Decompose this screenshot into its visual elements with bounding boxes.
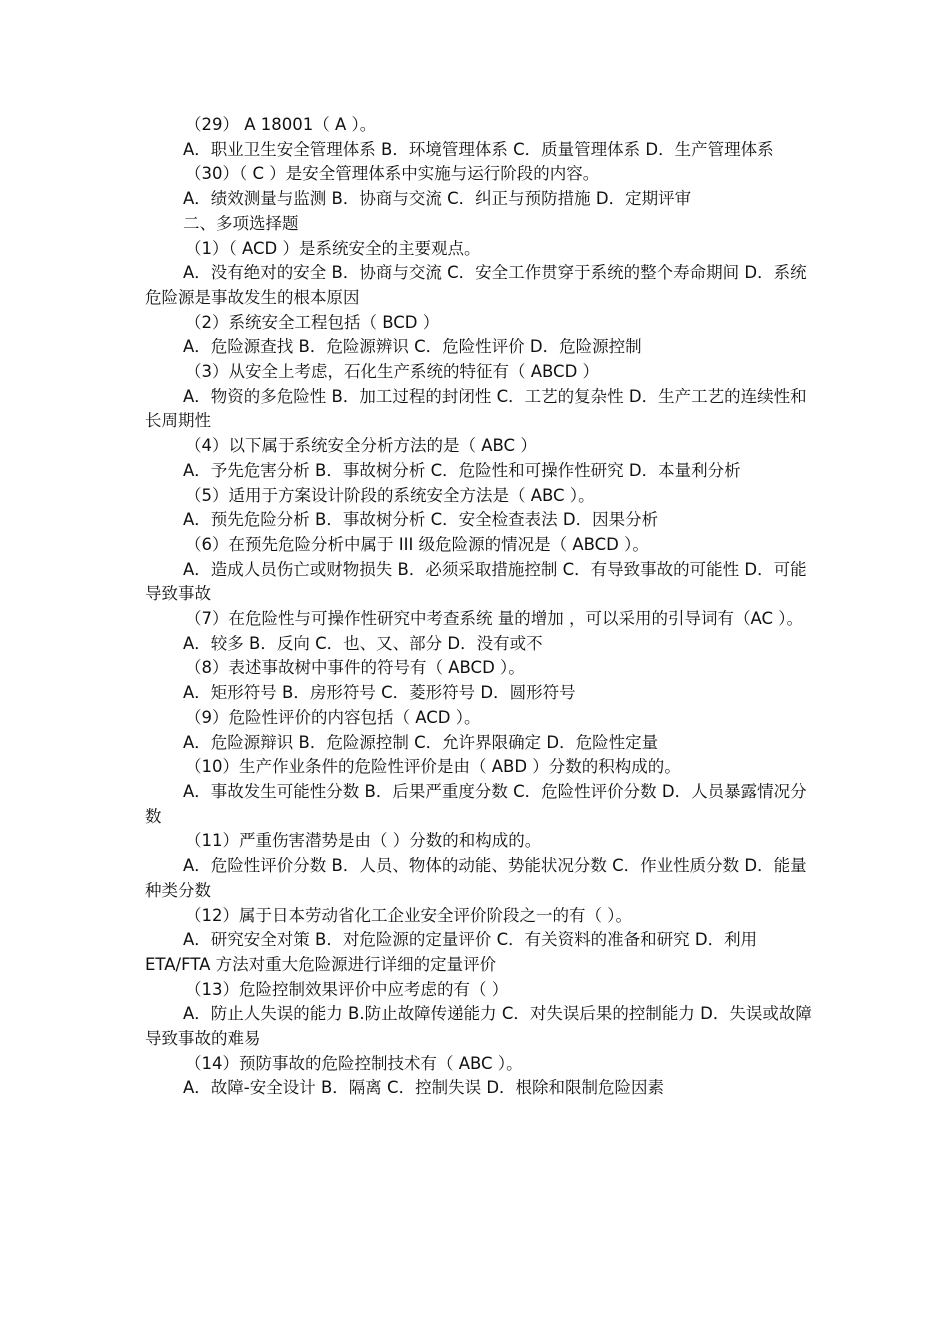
mc-question-2-options: A．危险源查找 B．危险源辨识 C．危险性评价 D．危险源控制 [183, 337, 642, 357]
mc-question-5-options: A．预先危险分析 B．事故树分析 C．安全检查表法 D．因果分析 [183, 510, 659, 530]
question-30-options: A．绩效测量与监测 B．协商与交流 C．纠正与预防措施 D．定期评审 [183, 189, 692, 209]
question-list [145, 113, 815, 1101]
mc-question-8-options: A．矩形符号 B．房形符号 C．菱形符号 D．圆形符号 [183, 683, 576, 703]
mc-question-11-options: A．危险性评价分数 B．人员、物体的动能、势能状况分数 C．作业性质分数 D．能量种类分数 [145, 856, 807, 900]
mc-question-12: （12）属于日本劳动省化工企业安全评价阶段之一的有（ ）。 [185, 905, 632, 925]
mc-question-14: （14）预防事故的危险控制技术有（ ABC ）。 [185, 1053, 523, 1073]
mc-question-7-options: A．较多 B．反向 C．也、又、部分 D．没有或不 [183, 633, 543, 653]
mc-question-6: （6）在预先危险分析中属于 III 级危险源的情况是（ ABCD ）。 [185, 534, 649, 554]
mc-question-3-options: A．物资的多危险性 B．加工过程的封闭性 C．工艺的复杂性 D．生产工艺的连续性和长周期性 [145, 386, 807, 431]
mc-question-1-options: A．没有绝对的安全 B．协商与交流 C．安全工作贯穿于系统的整个寿命期间 D．系统危险源是事故发生的根本原因 [145, 263, 807, 307]
mc-question-11: （11）严重伤害潜势是由（ ）分数的和构成的。 [185, 831, 542, 851]
mc-question-3: （3）从安全上考虑，石化生产系统的特征有（ ABCD ） [185, 362, 600, 382]
section-heading-multiple-choice: 二、多项选择题 [183, 213, 299, 233]
mc-question-13-options: A．防止人失误的能力 B.防止故障传递能力 C．对失误后果的控制能力 D．失误或故障导致事故的难易 [145, 1004, 812, 1049]
mc-question-7: （7）在危险性与可操作性研究中考查系统 量的增加 ，可以采用的引导词有（AC ）。 [185, 609, 804, 629]
mc-question-10: （10）生产作业条件的危险性评价是由（ ABD ）分数的积构成的。 [185, 757, 681, 777]
mc-question-14-options: A．故障-安全设计 B．隔离 C．控制失误 D．根除和限制危险因素 [183, 1078, 665, 1098]
mc-question-8: （8）表述事故树中事件的符号有（ ABCD ）。 [185, 658, 525, 678]
mc-question-9: （9）危险性评价的内容包括（ ACD ）。 [185, 707, 481, 727]
mc-question-2: （2）系统安全工程包括（ BCD ） [185, 312, 440, 332]
mc-question-5: （5）适用于方案设计阶段的系统安全方法是（ ABC ）。 [185, 485, 595, 505]
question-29: （29） A 18001（ A ）。 [185, 115, 377, 134]
mc-question-9-options: A．危险源辩识 B．危险源控制 C．允许界限确定 D．危险性定量 [183, 732, 659, 752]
mc-question-1: （1）（ ACD ）是系统安全的主要观点。 [185, 238, 481, 258]
mc-question-4: （4）以下属于系统安全分析方法的是（ ABC ） [185, 436, 537, 456]
mc-question-4-options: A．予先危害分析 B．事故树分析 C．危险性和可操作性研究 D．本量利分析 [183, 460, 741, 480]
mc-question-6-options: A．造成人员伤亡或财物损失 B．必须采取措施控制 C．有导致事故的可能性 D．可能导致事故 [145, 559, 807, 604]
mc-question-13: （13）危险控制效果评价中应考虑的有（ ） [185, 979, 509, 999]
mc-question-10-options: A．事故发生可能性分数 B．后果严重度分数 C．危险性评价分数 D．人员暴露情况分数 [145, 781, 807, 826]
mc-question-12-options: A．研究安全对策 B．对危险源的定量评价 C．有关资料的准备和研究 D．利用 ETA/FTA 方法对重大危险源进行详细的定量评价 [145, 930, 758, 974]
question-29-options: A．职业卫生安全管理体系 B．环境管理体系 C．质量管理体系 D．生产管理体系 [183, 139, 774, 159]
question-30: （30）（ C ）是安全管理体系中实施与运行阶段的内容。 [185, 164, 600, 184]
